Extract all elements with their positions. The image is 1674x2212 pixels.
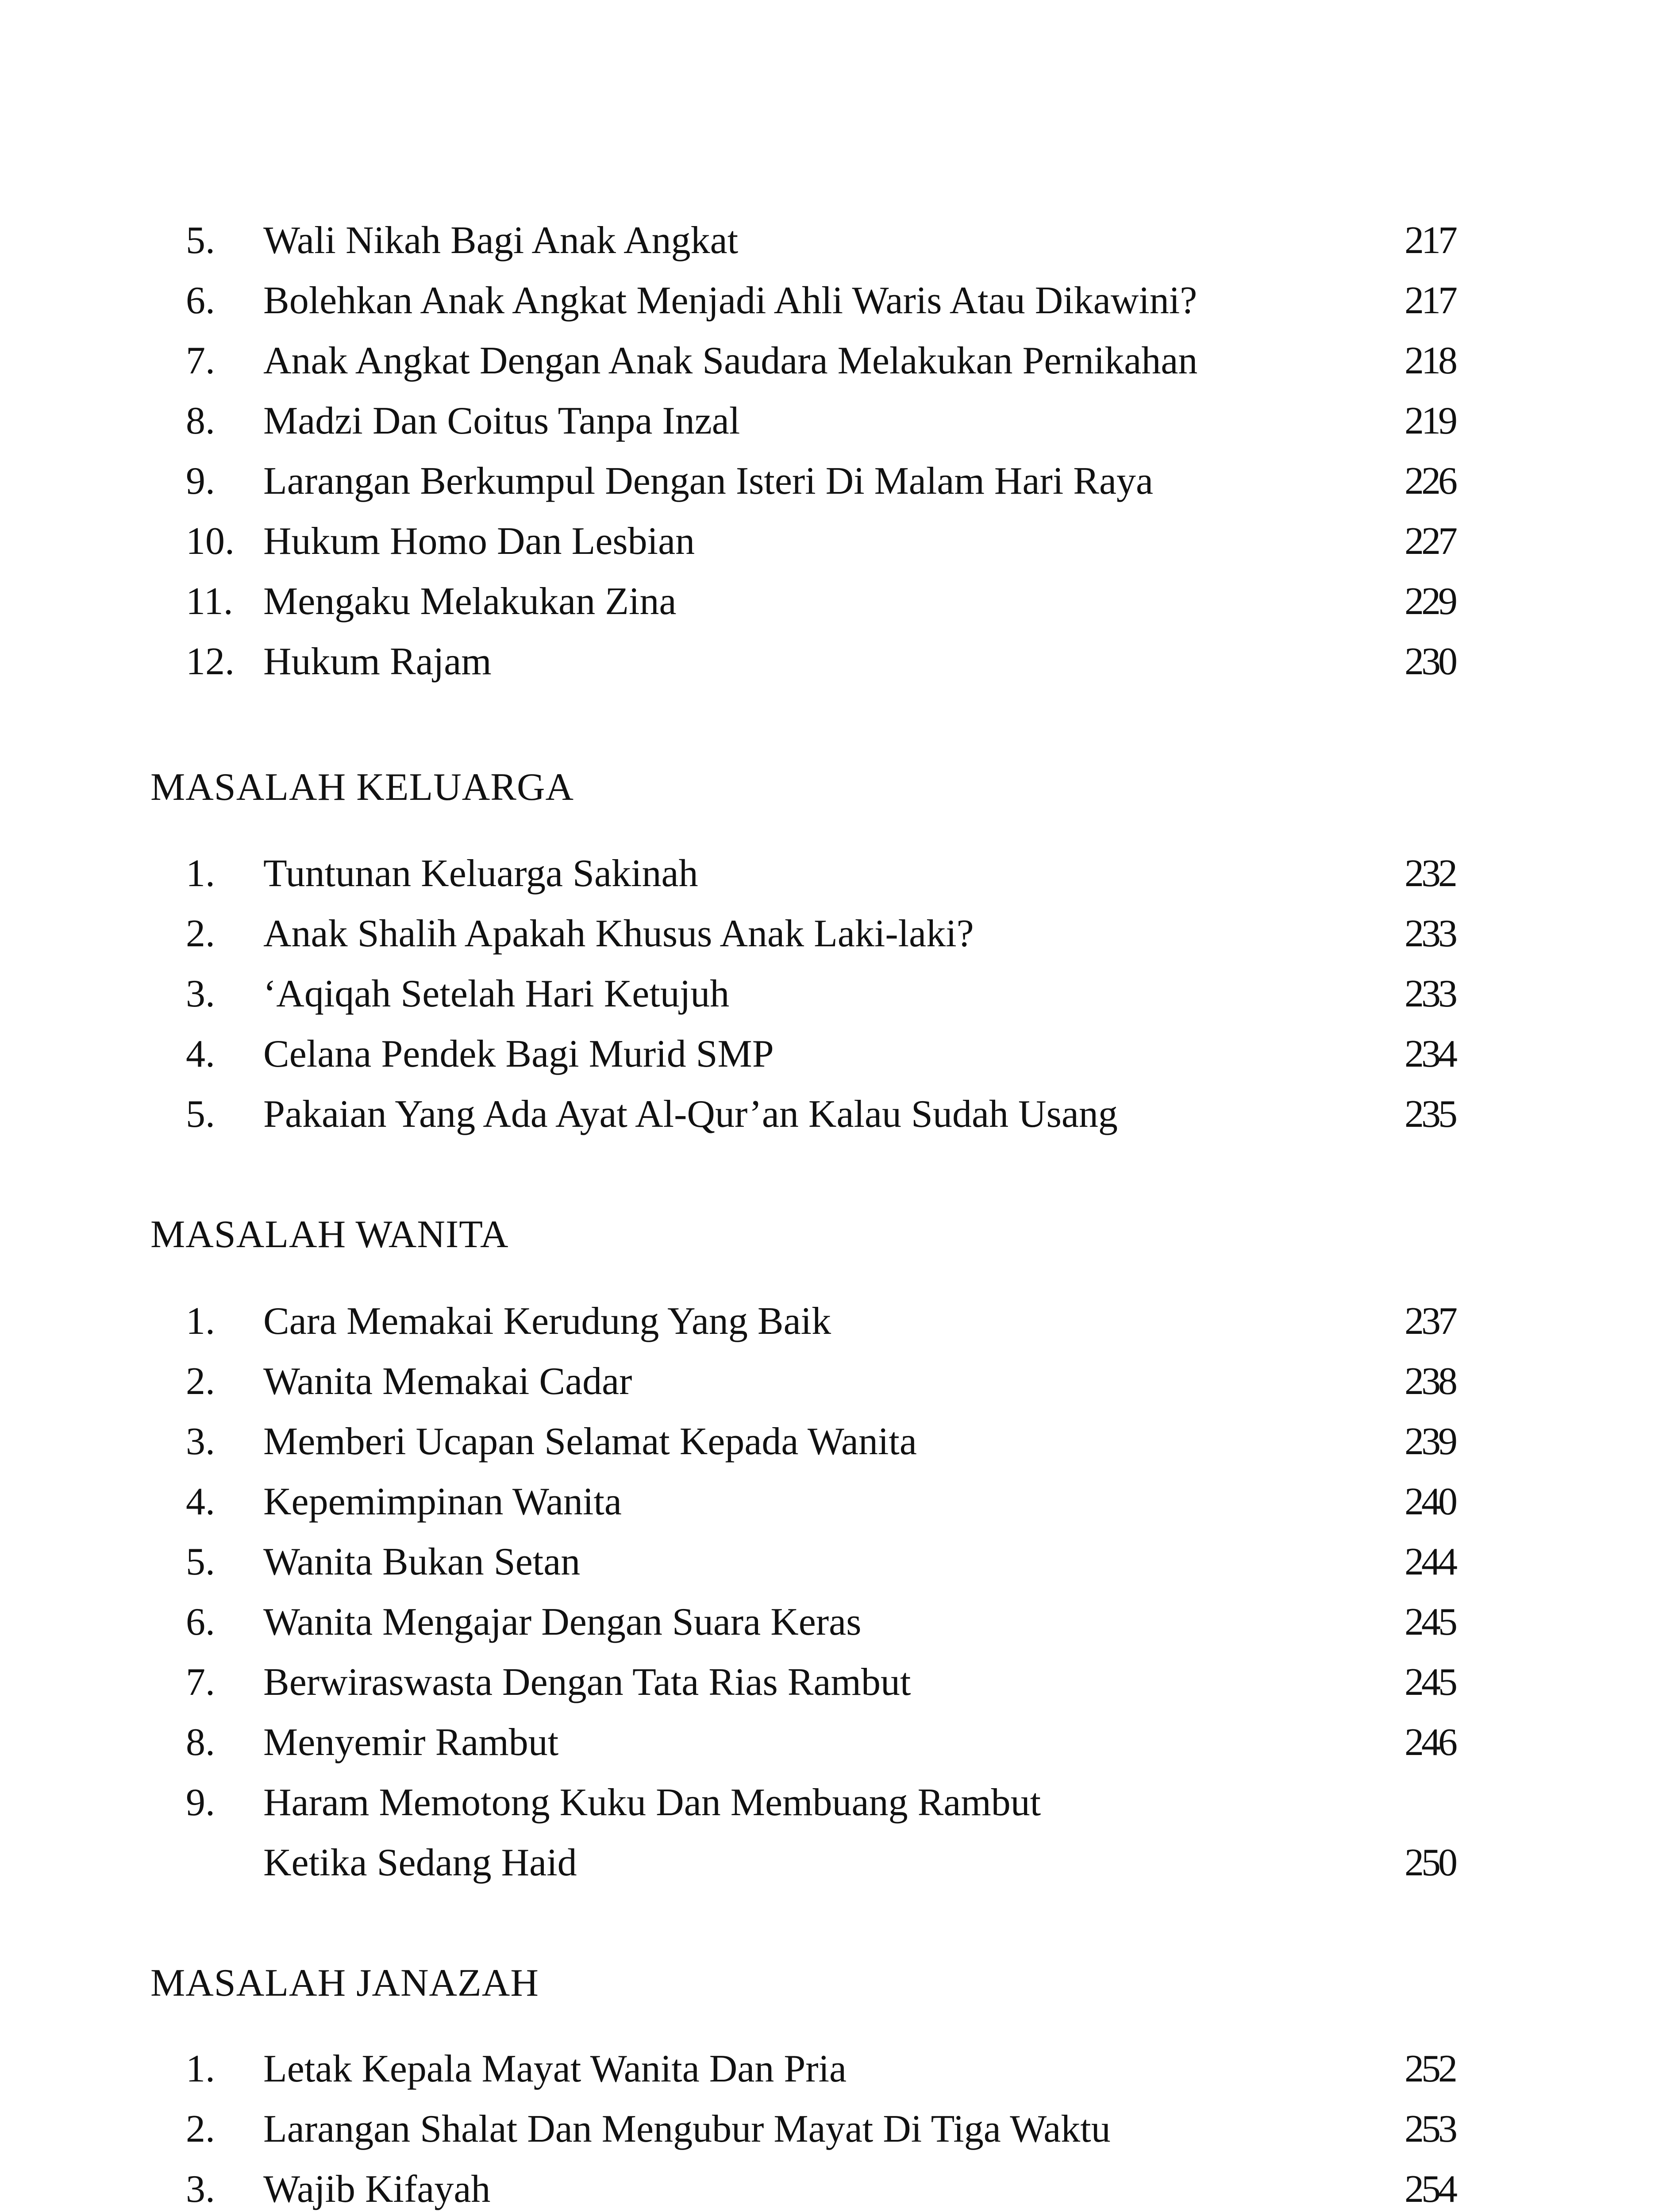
entry-title: Larangan Shalat Dan Mengubur Mayat Di Tiga Waktu [263, 2108, 1111, 2151]
entry-number: 8. [186, 1721, 215, 1764]
entry-title: Berwiraswasta Dengan Tata Rias Rambut [263, 1661, 911, 1704]
entry-title: Wanita Bukan Setan [263, 1540, 581, 1583]
toc-entry [0, 640, 1674, 684]
entry-number: 8. [186, 399, 215, 442]
toc-entry [0, 399, 1674, 443]
entry-page: 217 [1405, 219, 1455, 262]
entry-title: Ketika Sedang Haid [263, 1841, 577, 1884]
entry-title: Menyemir Rambut [263, 1721, 559, 1764]
toc-entry [0, 1092, 1674, 1137]
section-heading: MASALAH JANAZAH [150, 1962, 539, 2005]
entry-number: 5. [186, 1093, 215, 1136]
toc-entry [0, 852, 1674, 896]
entry-page: 245 [1405, 1601, 1455, 1644]
entry-number: 5. [186, 1540, 215, 1583]
entry-page: 238 [1405, 1360, 1455, 1403]
entry-page: 234 [1405, 1033, 1455, 1075]
entry-page: 230 [1405, 640, 1455, 683]
entry-title: Celana Pendek Bagi Murid SMP [263, 1033, 774, 1075]
entry-page: 244 [1405, 1540, 1455, 1583]
entry-page: 219 [1405, 399, 1455, 442]
entry-title: Wajib Kifayah [263, 2168, 491, 2211]
entry-title: Anak Shalih Apakah Khusus Anak Laki-laki? [263, 912, 974, 955]
entry-page: 226 [1405, 460, 1455, 503]
toc-entry [0, 459, 1674, 503]
entry-page: 227 [1405, 520, 1455, 563]
entry-page: 218 [1405, 339, 1455, 382]
entry-number: 9. [186, 1781, 215, 1824]
entry-number: 6. [186, 279, 215, 322]
entry-page: 253 [1405, 2108, 1455, 2151]
toc-entry [0, 1032, 1674, 1076]
toc-entry [0, 339, 1674, 383]
toc-entry [0, 519, 1674, 564]
entry-page: 233 [1405, 912, 1455, 955]
entry-page: 239 [1405, 1420, 1455, 1463]
toc-entry [0, 279, 1674, 323]
entry-number: 2. [186, 1360, 215, 1403]
toc-entry [0, 972, 1674, 1016]
toc-entry [0, 1299, 1674, 1344]
section-heading: MASALAH WANITA [150, 1213, 509, 1256]
entry-number: 3. [186, 972, 215, 1015]
entry-number: 10. [186, 520, 235, 563]
entry-title: Cara Memakai Kerudung Yang Baik [263, 1300, 831, 1343]
entry-number: 7. [186, 1661, 215, 1704]
entry-title: Kepemimpinan Wanita [263, 1480, 622, 1523]
toc-entry [0, 580, 1674, 624]
entry-number: 9. [186, 460, 215, 503]
entry-title: Anak Angkat Dengan Anak Saudara Melakukan Pernikahan [263, 339, 1198, 382]
entry-title: Wanita Mengajar Dengan Suara Keras [263, 1601, 862, 1644]
entry-page: 246 [1405, 1721, 1455, 1764]
toc-entry [0, 1540, 1674, 1584]
toc-entry [0, 219, 1674, 263]
entry-number: 1. [186, 1300, 215, 1343]
entry-number: 3. [186, 2168, 215, 2211]
entry-title: Letak Kepala Mayat Wanita Dan Pria [263, 2047, 847, 2090]
entry-number: 5. [186, 219, 215, 262]
toc-entry [0, 912, 1674, 956]
toc-entry [0, 1600, 1674, 1644]
entry-page: 217 [1405, 279, 1455, 322]
entry-number: 1. [186, 2047, 215, 2090]
entry-page: 232 [1405, 852, 1455, 895]
entry-page: 245 [1405, 1661, 1455, 1704]
entry-page: 235 [1405, 1093, 1455, 1136]
entry-page: 233 [1405, 972, 1455, 1015]
entry-page: 229 [1405, 580, 1455, 623]
entry-title: Tuntunan Keluarga Sakinah [263, 852, 698, 895]
entry-title: Mengaku Melakukan Zina [263, 580, 677, 623]
entry-number: 4. [186, 1480, 215, 1523]
entry-page: 252 [1405, 2047, 1455, 2090]
entry-title: Larangan Berkumpul Dengan Isteri Di Malam Hari Raya [263, 460, 1154, 503]
entry-title: Hukum Rajam [263, 640, 492, 683]
toc-entry [0, 2167, 1674, 2212]
entry-number: 4. [186, 1033, 215, 1075]
entry-title: Bolehkan Anak Angkat Menjadi Ahli Waris Atau Dikawini? [263, 279, 1197, 322]
entry-page: 240 [1405, 1480, 1455, 1523]
toc-entry [0, 1841, 1674, 1885]
entry-page: 254 [1405, 2168, 1455, 2211]
entry-title: Haram Memotong Kuku Dan Membuang Rambut [263, 1781, 1041, 1824]
entry-title: Hukum Homo Dan Lesbian [263, 520, 695, 563]
toc-entry [0, 1359, 1674, 1404]
toc-entry [0, 1720, 1674, 1765]
entry-page: 250 [1405, 1841, 1455, 1884]
entry-title: Pakaian Yang Ada Ayat Al-Qur’an Kalau Sudah Usang [263, 1093, 1118, 1136]
toc-entry [0, 1781, 1674, 1825]
toc-entry [0, 1660, 1674, 1705]
entry-number: 11. [186, 580, 233, 623]
entry-number: 1. [186, 852, 215, 895]
entry-number: 7. [186, 339, 215, 382]
entry-title: ‘Aqiqah Setelah Hari Ketujuh [263, 972, 730, 1015]
entry-title: Madzi Dan Coitus Tanpa Inzal [263, 399, 740, 442]
entry-number: 12. [186, 640, 235, 683]
section-heading: MASALAH KELUARGA [150, 766, 574, 809]
entry-number: 6. [186, 1601, 215, 1644]
entry-title: Memberi Ucapan Selamat Kepada Wanita [263, 1420, 917, 1463]
entry-title: Wali Nikah Bagi Anak Angkat [263, 219, 739, 262]
toc-entry [0, 1480, 1674, 1524]
entry-number: 2. [186, 912, 215, 955]
entry-number: 3. [186, 1420, 215, 1463]
toc-entry [0, 2107, 1674, 2151]
toc-entry [0, 2047, 1674, 2091]
entry-number: 2. [186, 2108, 215, 2151]
toc-entry [0, 1420, 1674, 1464]
entry-title: Wanita Memakai Cadar [263, 1360, 632, 1403]
entry-page: 237 [1405, 1300, 1455, 1343]
